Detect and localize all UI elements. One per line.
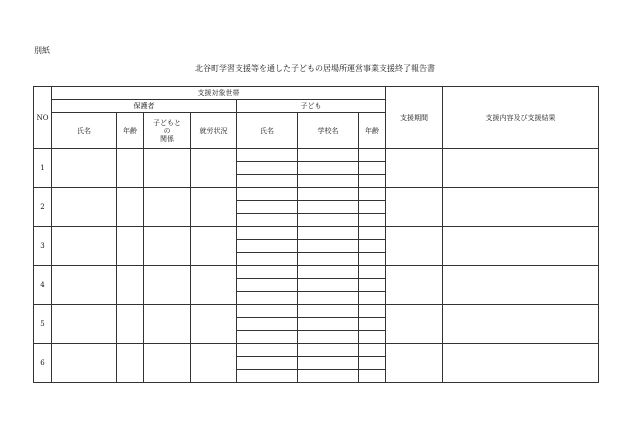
school-name-cell[interactable] (298, 253, 359, 266)
no-header: NO (34, 87, 52, 149)
child-name-cell[interactable] (237, 331, 298, 344)
guardian-name-cell[interactable] (52, 344, 117, 383)
child-age-cell[interactable] (359, 188, 386, 201)
school-name-cell[interactable] (298, 175, 359, 188)
relation-header-line1: 子どもと (153, 118, 181, 127)
child-age-cell[interactable] (359, 253, 386, 266)
child-name-cell[interactable] (237, 318, 298, 331)
row-number: 6 (34, 344, 52, 383)
row-number: 4 (34, 266, 52, 305)
child-age-cell[interactable] (359, 344, 386, 357)
school-name-cell[interactable] (298, 201, 359, 214)
school-name-cell[interactable] (298, 344, 359, 357)
school-name-cell[interactable] (298, 357, 359, 370)
employment-cell[interactable] (191, 266, 237, 305)
attachment-label: 別紙 (34, 46, 50, 55)
child-name-cell[interactable] (237, 188, 298, 201)
child-age-cell[interactable] (359, 370, 386, 383)
guardian-header: 保護者 (52, 100, 237, 113)
child-age-cell[interactable] (359, 279, 386, 292)
guardian-age-cell[interactable] (117, 188, 144, 227)
child-age-cell[interactable] (359, 227, 386, 240)
row-number: 3 (34, 227, 52, 266)
relation-cell[interactable] (144, 188, 191, 227)
relation-cell[interactable] (144, 305, 191, 344)
employment-cell[interactable] (191, 149, 237, 188)
guardian-name-cell[interactable] (52, 305, 117, 344)
guardian-age-header: 年齢 (117, 113, 144, 149)
child-name-cell[interactable] (237, 149, 298, 162)
child-name-cell[interactable] (237, 175, 298, 188)
child-age-header: 年齢 (359, 113, 386, 149)
support-period-cell[interactable] (386, 227, 443, 266)
employment-cell[interactable] (191, 227, 237, 266)
child-age-cell[interactable] (359, 292, 386, 305)
school-name-cell[interactable] (298, 370, 359, 383)
row-number: 5 (34, 305, 52, 344)
guardian-name-cell[interactable] (52, 188, 117, 227)
child-age-cell[interactable] (359, 331, 386, 344)
support-period-cell[interactable] (386, 149, 443, 188)
child-age-cell[interactable] (359, 266, 386, 279)
support-period-cell[interactable] (386, 344, 443, 383)
school-name-cell[interactable] (298, 227, 359, 240)
school-name-cell[interactable] (298, 214, 359, 227)
school-name-cell[interactable] (298, 292, 359, 305)
child-name-cell[interactable] (237, 344, 298, 357)
guardian-name-cell[interactable] (52, 149, 117, 188)
report-table (33, 86, 599, 383)
child-name-cell[interactable] (237, 240, 298, 253)
child-name-cell[interactable] (237, 253, 298, 266)
school-name-cell[interactable] (298, 305, 359, 318)
support-content-cell[interactable] (443, 149, 599, 188)
school-name-cell[interactable] (298, 149, 359, 162)
support-period-cell[interactable] (386, 305, 443, 344)
school-name-cell[interactable] (298, 279, 359, 292)
child-age-cell[interactable] (359, 305, 386, 318)
support-content-cell[interactable] (443, 227, 599, 266)
school-name-cell[interactable] (298, 188, 359, 201)
row-number: 1 (34, 149, 52, 188)
child-age-cell[interactable] (359, 214, 386, 227)
child-name-cell[interactable] (237, 162, 298, 175)
child-name-cell[interactable] (237, 292, 298, 305)
support-period-header: 支援期間 (386, 87, 443, 149)
employment-cell[interactable] (191, 188, 237, 227)
row-number: 2 (34, 188, 52, 227)
guardian-age-cell[interactable] (117, 266, 144, 305)
target-household-header: 支援対象世帯 (52, 87, 386, 100)
child-name-header: 氏名 (237, 113, 298, 149)
school-name-header: 学校名 (298, 113, 359, 149)
child-age-cell[interactable] (359, 162, 386, 175)
child-name-cell[interactable] (237, 357, 298, 370)
support-content-header: 支援内容及び支援結果 (443, 87, 599, 149)
relation-cell[interactable] (144, 344, 191, 383)
support-period-cell[interactable] (386, 266, 443, 305)
support-period-cell[interactable] (386, 188, 443, 227)
guardian-age-cell[interactable] (117, 305, 144, 344)
child-name-cell[interactable] (237, 214, 298, 227)
guardian-age-cell[interactable] (117, 344, 144, 383)
child-name-cell[interactable] (237, 370, 298, 383)
child-age-cell[interactable] (359, 201, 386, 214)
relation-cell[interactable] (144, 227, 191, 266)
support-content-cell[interactable] (443, 266, 599, 305)
employment-cell[interactable] (191, 305, 237, 344)
child-name-cell[interactable] (237, 305, 298, 318)
child-age-cell[interactable] (359, 175, 386, 188)
school-name-cell[interactable] (298, 240, 359, 253)
school-name-cell[interactable] (298, 162, 359, 175)
relation-cell[interactable] (144, 149, 191, 188)
guardian-name-cell[interactable] (52, 227, 117, 266)
relation-header-line3: 関係 (160, 134, 174, 143)
employment-cell[interactable] (191, 344, 237, 383)
school-name-cell[interactable] (298, 318, 359, 331)
child-name-cell[interactable] (237, 266, 298, 279)
relation-header (144, 113, 191, 149)
guardian-age-cell[interactable] (117, 227, 144, 266)
child-name-cell[interactable] (237, 279, 298, 292)
child-age-cell[interactable] (359, 149, 386, 162)
document-title: 北谷町学習支援等を通した子どもの居場所運営事業支援終了報告書 (195, 64, 435, 73)
school-name-cell[interactable] (298, 266, 359, 279)
child-age-cell[interactable] (359, 357, 386, 370)
school-name-cell[interactable] (298, 331, 359, 344)
support-content-cell[interactable] (443, 344, 599, 383)
child-name-cell[interactable] (237, 201, 298, 214)
relation-cell[interactable] (144, 266, 191, 305)
relation-header-line2: の (163, 126, 171, 135)
child-age-cell[interactable] (359, 240, 386, 253)
child-header: 子ども (237, 100, 386, 113)
employment-header: 就労状況 (191, 113, 237, 149)
support-content-cell[interactable] (443, 188, 599, 227)
child-name-cell[interactable] (237, 227, 298, 240)
guardian-name-header: 氏名 (52, 113, 117, 149)
support-content-cell[interactable] (443, 305, 599, 344)
child-age-cell[interactable] (359, 318, 386, 331)
guardian-name-cell[interactable] (52, 266, 117, 305)
guardian-age-cell[interactable] (117, 149, 144, 188)
